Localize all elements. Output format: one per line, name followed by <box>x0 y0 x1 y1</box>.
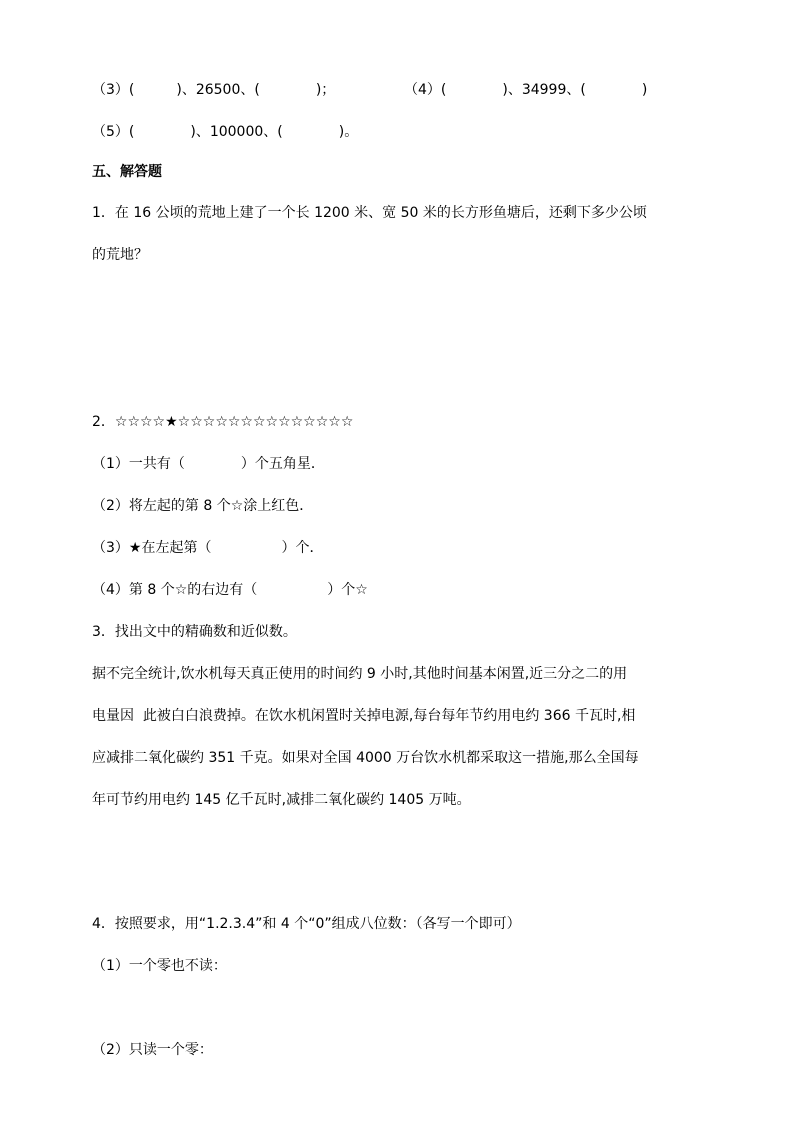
q3-paragraph-line-3: 应减排二氧化碳约 351 千克。如果对全国 4000 万台饮水机都采取这一措施,那么全国每 <box>92 750 639 766</box>
q3-title: 3．找出文中的精确数和近似数。 <box>92 624 297 640</box>
q4-sub-2: （2）只读一个零： <box>92 1042 213 1058</box>
q2-sub-1: （1）一共有（ ）个五角星． <box>92 456 325 472</box>
q4-title: 4．按照要求，用“1.2.3.4”和 4 个“0”组成八位数：（各写一个即可） <box>92 916 521 932</box>
section-five-heading: 五、解答题 <box>92 164 162 180</box>
item-4: （4）( )、34999、( ) <box>404 82 648 98</box>
q2-sub-4: （4）第 8 个☆的右边有（ ）个☆ <box>92 582 368 598</box>
item-3: （3）( )、26500、( )； <box>92 82 336 98</box>
q1-line-1: 1．在 16 公顷的荒地上建了一个长 1200 米、宽 50 米的长方形鱼塘后，还剩下多少公顷 <box>92 205 647 221</box>
q3-paragraph-line-2: 电量因 此被白白浪费掉。在饮水机闲置时关掉电源,每台每年节约用电约 366 千瓦时,相 <box>92 708 636 724</box>
q3-paragraph-line-1: 据不完全统计,饮水机每天真正使用的时间约 9 小时,其他时间基本闲置,近三分之二的用 <box>92 666 628 682</box>
q4-sub-1: （1）一个零也不读： <box>92 958 227 974</box>
q3-paragraph-line-4: 年可节约用电约 145 亿千瓦时,减排二氧化碳约 1405 万吨。 <box>92 792 471 808</box>
q2-stars: 2．☆☆☆☆★☆☆☆☆☆☆☆☆☆☆☆☆☆☆ <box>92 414 354 430</box>
q2-sub-3: （3）★在左起第（ ）个． <box>92 540 324 556</box>
item-5: （5）( )、100000、( )。 <box>92 124 359 140</box>
q2-sub-2: （2）将左起的第 8 个☆涂上红色． <box>92 498 314 514</box>
q1-line-2: 的荒地？ <box>92 247 148 263</box>
